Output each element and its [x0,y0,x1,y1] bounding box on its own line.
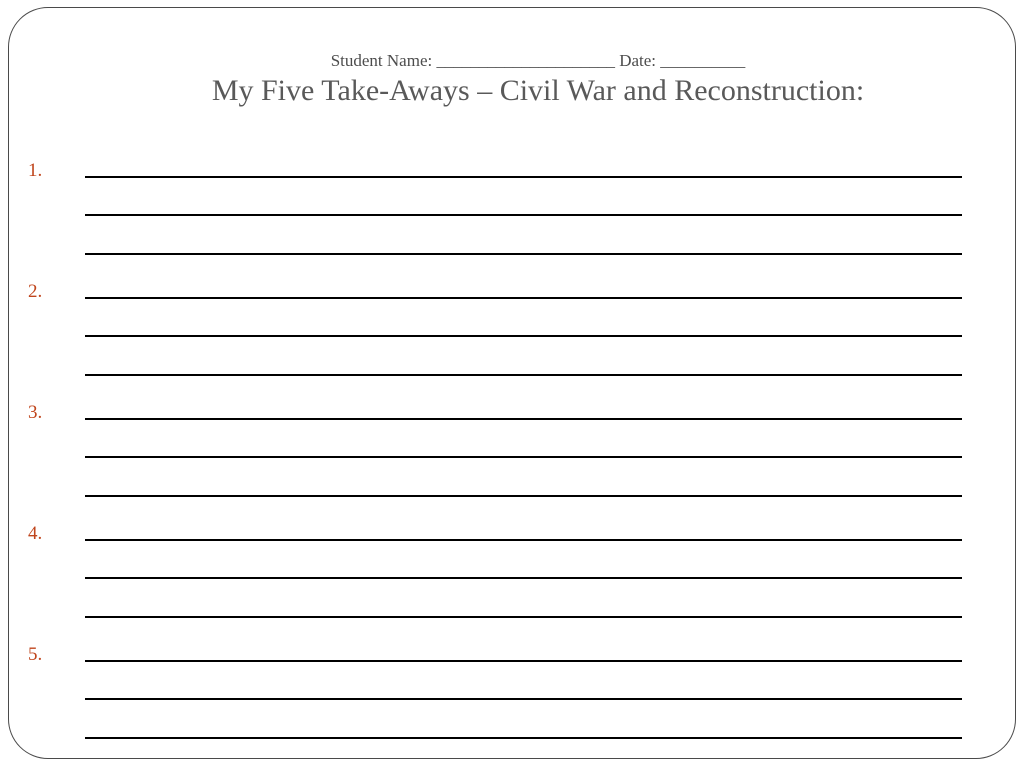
student-name-label: Student Name: [330,51,433,70]
answer-line[interactable] [85,214,962,216]
item-number-1: 1. [28,160,43,181]
answer-line[interactable] [85,660,962,662]
answer-line[interactable] [85,495,962,497]
answer-line[interactable] [85,418,962,420]
answer-line[interactable] [85,374,962,376]
worksheet-frame [8,7,1016,759]
header-line [0,51,1024,71]
answer-line[interactable] [85,335,962,337]
answer-line[interactable] [85,297,962,299]
item-number-5: 5. [28,644,43,665]
answer-line[interactable] [85,253,962,255]
answer-line[interactable] [85,176,962,178]
answer-line[interactable] [85,698,962,700]
item-number-2: 2. [28,281,43,302]
item-number-3: 3. [28,402,43,423]
page-title: My Five Take-Aways – Civil War and Reconstruction: [211,74,865,107]
date-label: Date: [619,51,657,70]
answer-line[interactable] [85,737,962,739]
answer-line[interactable] [85,456,962,458]
date-field[interactable]: __________ [660,51,746,70]
item-number-4: 4. [28,523,43,544]
student-name-field[interactable]: _____________________ [436,51,615,70]
answer-line[interactable] [85,616,962,618]
answer-line[interactable] [85,577,962,579]
answer-line[interactable] [85,539,962,541]
